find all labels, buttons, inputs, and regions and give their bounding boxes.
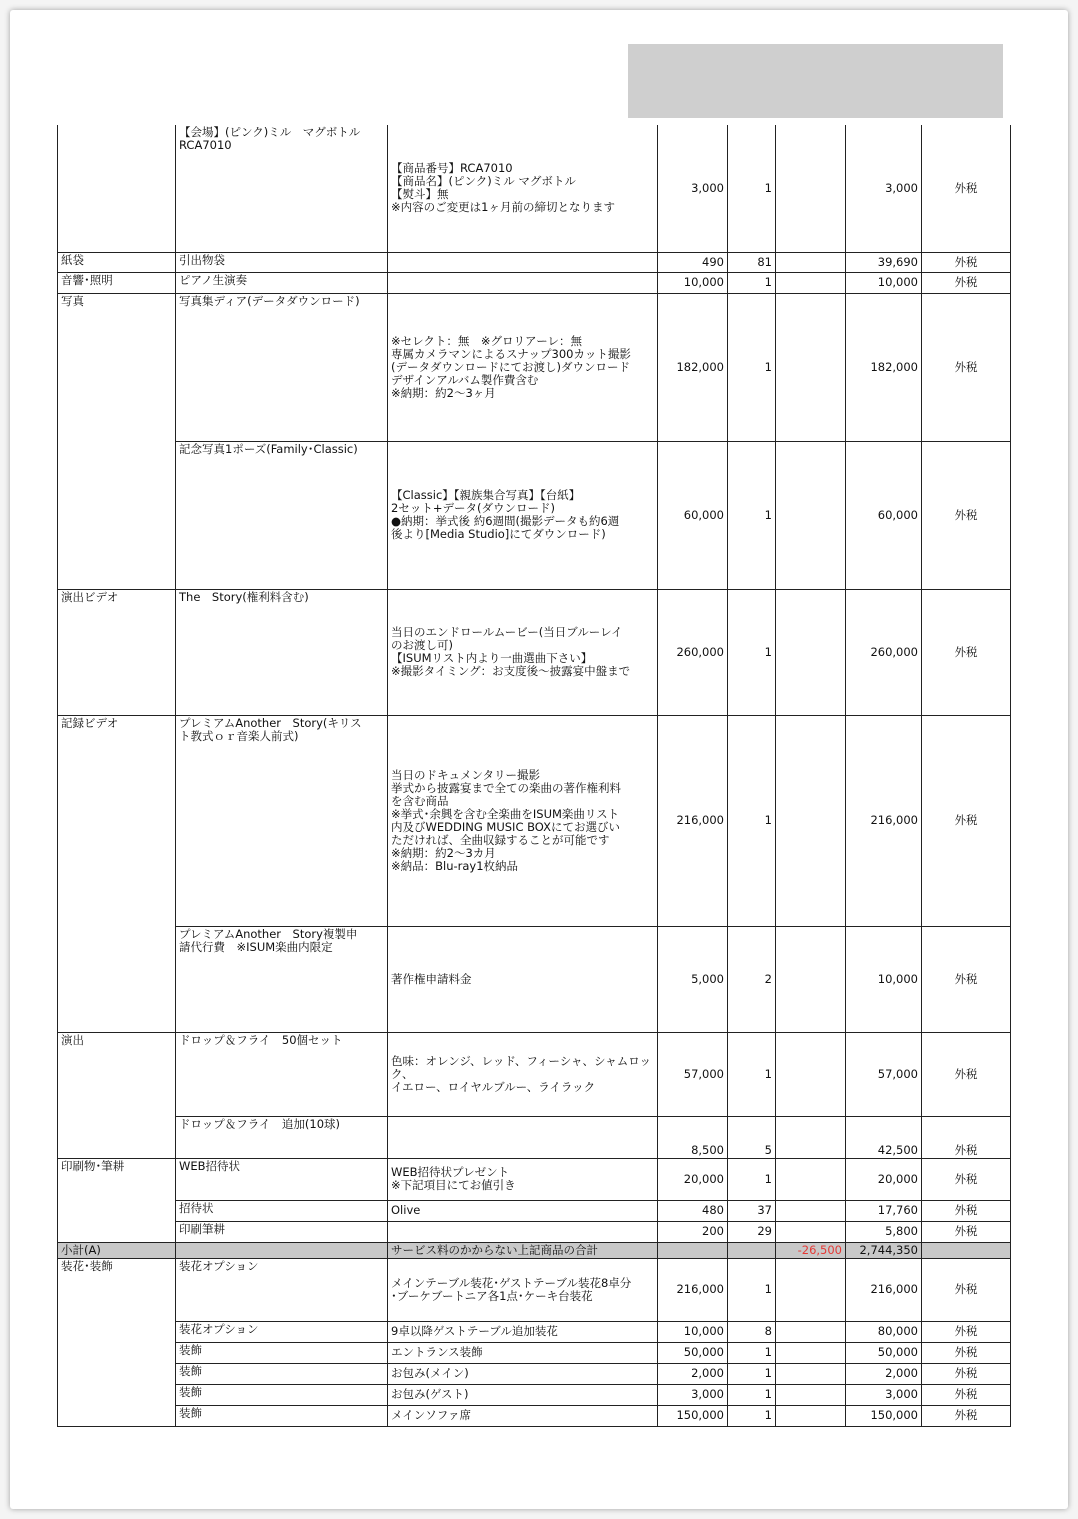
category-cell: 音響･照明 — [58, 272, 176, 293]
description-cell: メインテーブル装花･ゲストテーブル装花8卓分 ･ブーケブートニア各1点･ケーキ台装花 — [388, 1258, 658, 1321]
table-row — [58, 1405, 1011, 1426]
tax-type-cell: 外税 — [922, 1321, 1011, 1342]
table-row — [58, 252, 1011, 272]
quantity-cell: 1 — [728, 1384, 776, 1405]
amount-cell: 182,000 — [846, 293, 922, 441]
subtotal-row — [58, 1242, 1011, 1258]
description-cell: ※セレクト：無 ※グロリアーレ：無 専属カメラマンによるスナップ300カット撮影 (データダウンロードにてお渡し)ダウンロード デザインアルバム製作費含む ※納期：約2～3ヶ月 — [388, 293, 658, 441]
tax-type-cell: 外税 — [922, 1342, 1011, 1363]
quantity-cell: 1 — [728, 715, 776, 926]
item-cell — [176, 1242, 388, 1258]
description-cell: 当日のエンドロールムービー(当日ブルーレイ のお渡し可) 【ISUMリスト内より一曲選曲下さい】 ※撮影タイミング：お支度後～披露宴中盤まで — [388, 589, 658, 715]
description-cell — [388, 1221, 658, 1242]
tax-type-cell: 外税 — [922, 1384, 1011, 1405]
quantity-cell: 1 — [728, 441, 776, 589]
table-row — [58, 1158, 1011, 1200]
table-row — [58, 272, 1011, 293]
unit-price-cell: 3,000 — [658, 125, 728, 252]
discount-cell — [776, 1116, 846, 1158]
unit-price-cell: 216,000 — [658, 1258, 728, 1321]
table-row — [58, 1321, 1011, 1342]
quantity-cell: 1 — [728, 293, 776, 441]
tax-type-cell: 外税 — [922, 1405, 1011, 1426]
table-row — [58, 1032, 1011, 1116]
quantity-cell — [728, 1242, 776, 1258]
table-row — [58, 926, 1011, 1032]
description-cell: 【Classic】【親族集合写真】【台紙】 2セット+データ(ダウンロード) ●納期：挙式後 約6週間(撮影データも約6週 後より[Media Studio]にてダウンロード) — [388, 441, 658, 589]
item-cell: 装飾 — [176, 1405, 388, 1426]
category-cell: 記録ビデオ — [58, 715, 176, 1032]
discount-cell — [776, 1363, 846, 1384]
unit-price-cell: 57,000 — [658, 1032, 728, 1116]
tax-type-cell: 外税 — [922, 1200, 1011, 1221]
item-cell: 引出物袋 — [176, 252, 388, 272]
amount-cell: 5,800 — [846, 1221, 922, 1242]
quantity-cell: 1 — [728, 1405, 776, 1426]
tax-type-cell: 外税 — [922, 1032, 1011, 1116]
category-cell — [58, 125, 176, 252]
unit-price-cell: 50,000 — [658, 1342, 728, 1363]
unit-price-cell: 260,000 — [658, 589, 728, 715]
item-cell: 装飾 — [176, 1384, 388, 1405]
amount-cell: 3,000 — [846, 125, 922, 252]
quantity-cell: 1 — [728, 1258, 776, 1321]
amount-cell: 39,690 — [846, 252, 922, 272]
amount-cell: 57,000 — [846, 1032, 922, 1116]
amount-cell: 216,000 — [846, 1258, 922, 1321]
item-cell: プレミアムAnother Story(キリス ト教式ｏｒ音楽人前式) — [176, 715, 388, 926]
tax-type-cell: 外税 — [922, 272, 1011, 293]
amount-cell: 60,000 — [846, 441, 922, 589]
item-cell: 【会場】(ピンク)ミル マグボトル RCA7010 — [176, 125, 388, 252]
amount-cell: 216,000 — [846, 715, 922, 926]
description-cell: メインソファ席 — [388, 1405, 658, 1426]
discount-cell — [776, 1384, 846, 1405]
description-cell: 【商品番号】RCA7010 【商品名】(ピンク)ミル マグボトル 【熨斗】無 ※内容のご変更は1ヶ月前の締切となります — [388, 125, 658, 252]
discount-cell — [776, 1200, 846, 1221]
item-cell: ドロップ＆フライ 追加(10球) — [176, 1116, 388, 1158]
amount-cell: 17,760 — [846, 1200, 922, 1221]
quantity-cell: 81 — [728, 252, 776, 272]
table-row — [58, 1342, 1011, 1363]
unit-price-cell: 150,000 — [658, 1405, 728, 1426]
tax-type-cell: 外税 — [922, 926, 1011, 1032]
description-cell: 当日のドキュメンタリー撮影 挙式から披露宴まで全ての楽曲の著作権利料 を含む商品 ※挙式･余興を含む全楽曲をISUM楽曲リスト 内及びWEDDING MUSIC BOXにてお選びい ただければ、全曲収録することが可能です ※納期：約2～3カ月 ※納品：Blu-ray1枚納品 — [388, 715, 658, 926]
description-cell: お包み(ゲスト) — [388, 1384, 658, 1405]
quantity-cell: 1 — [728, 1032, 776, 1116]
discount-cell — [776, 1405, 846, 1426]
discount-cell — [776, 1342, 846, 1363]
quantity-cell: 1 — [728, 1342, 776, 1363]
quantity-cell: 29 — [728, 1221, 776, 1242]
tax-type-cell: 外税 — [922, 293, 1011, 441]
redacted-block — [628, 44, 1003, 118]
quantity-cell: 37 — [728, 1200, 776, 1221]
table-row — [58, 441, 1011, 589]
item-cell: 招待状 — [176, 1200, 388, 1221]
discount-cell — [776, 1221, 846, 1242]
description-cell — [388, 252, 658, 272]
item-cell: WEB招待状 — [176, 1158, 388, 1200]
tax-type-cell: 外税 — [922, 1363, 1011, 1384]
category-cell: 紙袋 — [58, 252, 176, 272]
discount-cell — [776, 293, 846, 441]
description-cell: お包み(メイン) — [388, 1363, 658, 1384]
tax-type-cell: 外税 — [922, 715, 1011, 926]
description-cell: Olive — [388, 1200, 658, 1221]
amount-cell: 10,000 — [846, 926, 922, 1032]
table-row — [58, 1221, 1011, 1242]
item-cell: 印刷筆耕 — [176, 1221, 388, 1242]
discount-cell — [776, 125, 846, 252]
table-row — [58, 1363, 1011, 1384]
unit-price-cell: 200 — [658, 1221, 728, 1242]
description-cell: 色味：オレンジ、レッド、フィーシャ、シャムロック、 イエロー、ロイヤルブルー、ライラック — [388, 1032, 658, 1116]
description-cell — [388, 1116, 658, 1158]
description-cell: 著作権申請料金 — [388, 926, 658, 1032]
quantity-cell: 1 — [728, 589, 776, 715]
item-cell: 写真集ディア(データダウンロード) — [176, 293, 388, 441]
amount-cell: 150,000 — [846, 1405, 922, 1426]
unit-price-cell: 2,000 — [658, 1363, 728, 1384]
discount-cell — [776, 441, 846, 589]
discount-cell — [776, 926, 846, 1032]
table-row — [58, 1116, 1011, 1158]
table-row — [58, 1384, 1011, 1405]
quantity-cell: 1 — [728, 1363, 776, 1384]
table-row — [58, 1258, 1011, 1321]
tax-type-cell: 外税 — [922, 1221, 1011, 1242]
description-cell: WEB招待状プレゼント ※下記項目にてお値引き — [388, 1158, 658, 1200]
item-cell: 装飾 — [176, 1363, 388, 1384]
unit-price-cell: 182,000 — [658, 293, 728, 441]
unit-price-cell: 10,000 — [658, 272, 728, 293]
tax-type-cell: 外税 — [922, 441, 1011, 589]
amount-cell: 42,500 — [846, 1116, 922, 1158]
item-cell: 装花オプション — [176, 1321, 388, 1342]
estimate-table — [57, 125, 1011, 1427]
tax-type-cell: 外税 — [922, 1116, 1011, 1158]
unit-price-cell: 5,000 — [658, 926, 728, 1032]
unit-price-cell: 216,000 — [658, 715, 728, 926]
subtotal-description: サービス料のかからない上記商品の合計 — [388, 1242, 658, 1258]
unit-price-cell: 10,000 — [658, 1321, 728, 1342]
discount-cell — [776, 715, 846, 926]
tax-type-cell: 外税 — [922, 252, 1011, 272]
amount-cell: 20,000 — [846, 1158, 922, 1200]
amount-cell: 80,000 — [846, 1321, 922, 1342]
table-row — [58, 589, 1011, 715]
description-cell: 9卓以降ゲストテーブル追加装花 — [388, 1321, 658, 1342]
category-cell: 写真 — [58, 293, 176, 589]
subtotal-label: 小計(A) — [58, 1242, 176, 1258]
amount-cell: 3,000 — [846, 1384, 922, 1405]
category-cell: 装花･装飾 — [58, 1258, 176, 1426]
quantity-cell: 1 — [728, 125, 776, 252]
tax-type-cell: 外税 — [922, 1158, 1011, 1200]
unit-price-cell: 8,500 — [658, 1116, 728, 1158]
quantity-cell: 1 — [728, 1158, 776, 1200]
discount-cell — [776, 1321, 846, 1342]
item-cell: ドロップ＆フライ 50個セット — [176, 1032, 388, 1116]
unit-price-cell: 20,000 — [658, 1158, 728, 1200]
amount-cell: 50,000 — [846, 1342, 922, 1363]
quantity-cell: 2 — [728, 926, 776, 1032]
item-cell: The Story(権利料含む) — [176, 589, 388, 715]
tax-type-cell: 外税 — [922, 125, 1011, 252]
amount-cell: 260,000 — [846, 589, 922, 715]
category-cell: 演出ビデオ — [58, 589, 176, 715]
discount-cell — [776, 252, 846, 272]
unit-price-cell: 480 — [658, 1200, 728, 1221]
unit-price-cell: 490 — [658, 252, 728, 272]
tax-type-cell: 外税 — [922, 1258, 1011, 1321]
table-row — [58, 1200, 1011, 1221]
category-cell: 印刷物･筆耕 — [58, 1158, 176, 1242]
quantity-cell: 5 — [728, 1116, 776, 1158]
unit-price-cell: 60,000 — [658, 441, 728, 589]
tax-type-cell — [922, 1242, 1011, 1258]
item-cell: 装花オプション — [176, 1258, 388, 1321]
discount-cell — [776, 1032, 846, 1116]
unit-price-cell — [658, 1242, 728, 1258]
description-cell: エントランス装飾 — [388, 1342, 658, 1363]
item-cell: プレミアムAnother Story複製申 請代行費 ※ISUM楽曲内限定 — [176, 926, 388, 1032]
discount-cell — [776, 589, 846, 715]
subtotal-amount: 2,744,350 — [846, 1242, 922, 1258]
quantity-cell: 1 — [728, 272, 776, 293]
subtotal-discount: -26,500 — [776, 1242, 846, 1258]
item-cell: 記念写真1ポーズ(Family･Classic) — [176, 441, 388, 589]
table-row — [58, 125, 1011, 252]
amount-cell: 2,000 — [846, 1363, 922, 1384]
table-row — [58, 293, 1011, 441]
unit-price-cell: 3,000 — [658, 1384, 728, 1405]
discount-cell — [776, 1158, 846, 1200]
item-cell: ピアノ生演奏 — [176, 272, 388, 293]
tax-type-cell: 外税 — [922, 589, 1011, 715]
item-cell: 装飾 — [176, 1342, 388, 1363]
discount-cell — [776, 272, 846, 293]
quantity-cell: 8 — [728, 1321, 776, 1342]
discount-cell — [776, 1258, 846, 1321]
amount-cell: 10,000 — [846, 272, 922, 293]
description-cell — [388, 272, 658, 293]
category-cell: 演出 — [58, 1032, 176, 1158]
table-row — [58, 715, 1011, 926]
